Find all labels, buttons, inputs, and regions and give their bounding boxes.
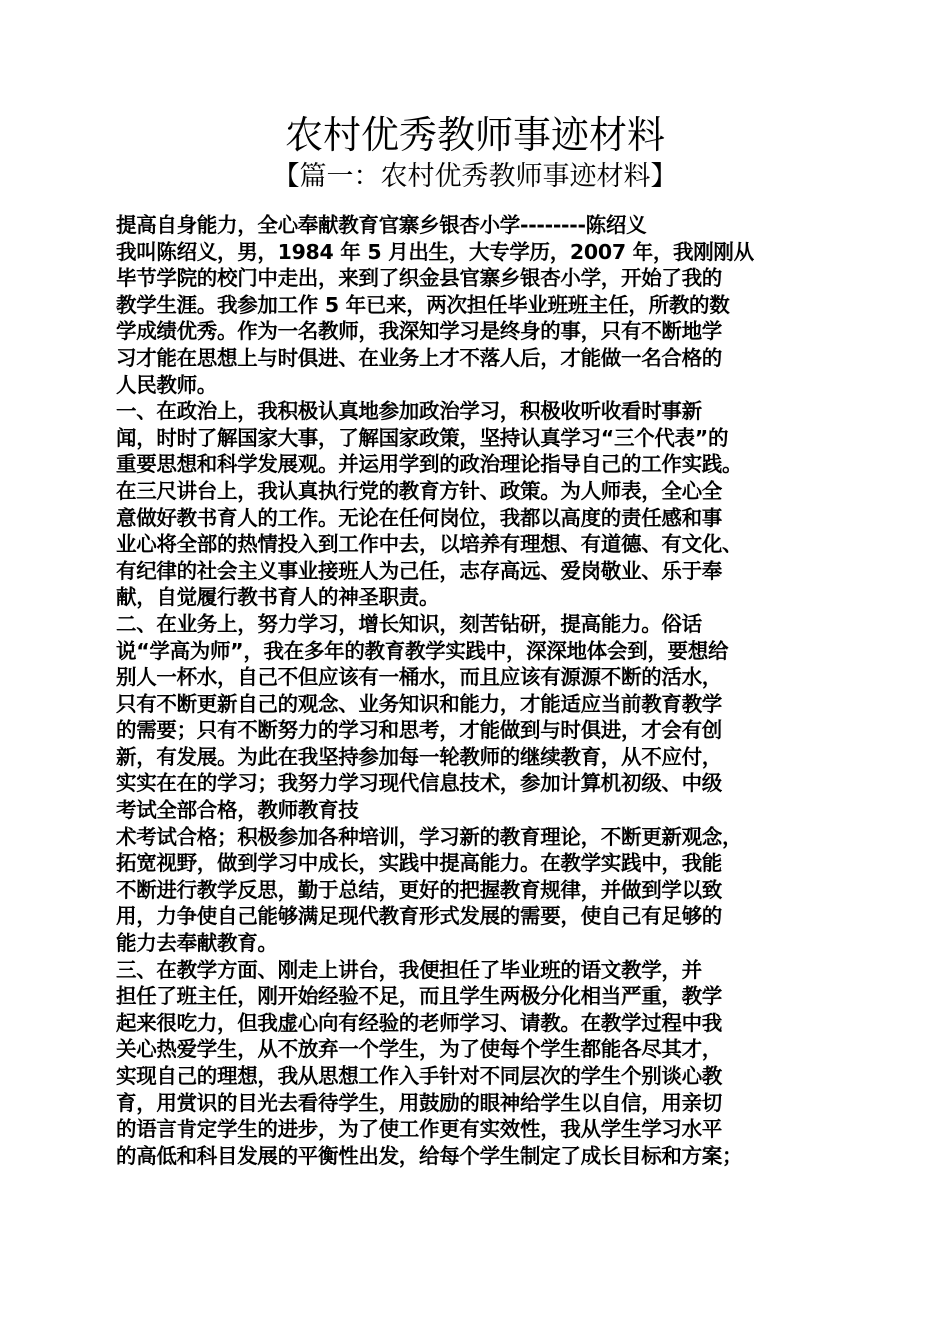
body-text-line: 学成绩优秀。作为一名教师，我深知学习是终身的事，只有不断地学 bbox=[116, 319, 722, 344]
document-title: 农村优秀教师事迹材料 bbox=[284, 113, 665, 157]
body-text-line: 实现自己的理想，我从思想工作入手针对不同层次的学生个别谈心教 bbox=[116, 1064, 722, 1088]
body-text-line: 的高低和科目发展的平衡性出发，给每个学生制定了成长目标和方案； bbox=[116, 1143, 743, 1168]
body-text-line: 说“学高为师”，我在多年的教育教学实践中，深深地体会到，要想给 bbox=[116, 638, 729, 663]
body-text-line: 实实在在的学习；我努力学习现代信息技术，参加计算机初级、中级 bbox=[116, 771, 722, 796]
body-text-line: 一、在政治上，我积极认真地参加政治学习，积极收听收看时事新 bbox=[116, 399, 702, 424]
body-text-line: 别人一杯水，自己不但应该有一桶水，而且应该有源源不断的活水， bbox=[116, 665, 722, 690]
body-text-line: 新，有发展。为此在我坚持参加每一轮教师的继续教育，从不应付， bbox=[116, 744, 722, 769]
body-text-line: 二、在业务上，努力学习，增长知识，刻苦钻研，提高能力。俗话 bbox=[116, 611, 702, 636]
body-text-line: 的语言肯定学生的进步，为了使工作更有实效性，我从学生学习水平 bbox=[116, 1117, 722, 1142]
body-text-line: 意做好教书育人的工作。无论在任何岗位，我都以高度的责任感和事 bbox=[116, 505, 722, 530]
body-text-line: 能力去奉献教育。 bbox=[116, 931, 278, 956]
body-text-line: 不断进行教学反思，勤于总结，更好的把握教育规律，并做到学以致 bbox=[116, 877, 722, 902]
body-text-line: 关心热爱学生，从不放弃一个学生，为了使每个学生都能各尽其才， bbox=[116, 1037, 722, 1062]
document-body bbox=[116, 212, 840, 1169]
body-text-line: 人民教师。 bbox=[116, 372, 217, 397]
body-text-line: 我叫陈绍义，男，1984 年 5 月出生，大专学历，2007 年，我刚刚从 bbox=[116, 239, 754, 264]
body-text-line: 起来很吃力，但我虚心向有经验的老师学习、请教。在教学过程中我 bbox=[116, 1010, 722, 1035]
body-text-line: 业心将全部的热情投入到工作中去，以培养有理想、有道德、有文化、 bbox=[116, 532, 743, 557]
body-text-line: 术考试合格；积极参加各种培训，学习新的教育理论，不断更新观念， bbox=[116, 824, 743, 849]
document-subtitle: 【篇一：农村优秀教师事迹材料】 bbox=[272, 161, 678, 192]
body-text-line: 毕节学院的校门中走出，来到了织金县官寨乡银杏小学，开始了我的 bbox=[116, 266, 722, 291]
body-text-line: 的需要；只有不断努力的学习和思考，才能做到与时俱进，才会有创 bbox=[116, 718, 722, 743]
body-text-line: 献，自觉履行教书育人的神圣职责。 bbox=[116, 585, 440, 610]
body-text-line: 有纪律的社会主义事业接班人为己任，志存高远、爱岗敬业、乐于奉 bbox=[116, 558, 722, 583]
body-text-line: 重要思想和科学发展观。并运用学到的政治理论指导自己的工作实践。 bbox=[116, 452, 743, 477]
body-text-line: 只有不断更新自己的观念、业务知识和能力，才能适应当前教育教学 bbox=[116, 691, 722, 716]
body-text-line: 提高自身能力，全心奉献教育官寨乡银杏小学--------陈绍义 bbox=[116, 213, 647, 237]
body-text-line: 闻，时时了解国家大事，了解国家政策，坚持认真学习“三个代表”的 bbox=[116, 425, 729, 450]
body-text-line: 习才能在思想上与时俱进、在业务上才不落人后，才能做一名合格的 bbox=[116, 345, 722, 370]
body-text-line: 考试全部合格，教师教育技 bbox=[116, 798, 359, 823]
body-text-line: 教学生涯。我参加工作 5 年已来，两次担任毕业班班主任，所教的数 bbox=[116, 292, 730, 317]
body-text-line: 用，力争使自己能够满足现代教育形式发展的需要，使自己有足够的 bbox=[116, 904, 722, 929]
body-text-line: 在三尺讲台上，我认真执行党的教育方针、政策。为人师表，全心全 bbox=[116, 478, 722, 503]
body-text-line: 育，用赏识的目光去看待学生，用鼓励的眼神给学生以自信，用亲切 bbox=[116, 1090, 722, 1115]
body-text-line: 拓宽视野，做到学习中成长，实践中提高能力。在教学实践中，我能 bbox=[116, 851, 722, 876]
body-text-line: 担任了班主任，刚开始经验不足，而且学生两极分化相当严重，教学 bbox=[116, 984, 722, 1009]
body-text-line: 三、在教学方面、刚走上讲台，我便担任了毕业班的语文教学，并 bbox=[116, 957, 702, 982]
